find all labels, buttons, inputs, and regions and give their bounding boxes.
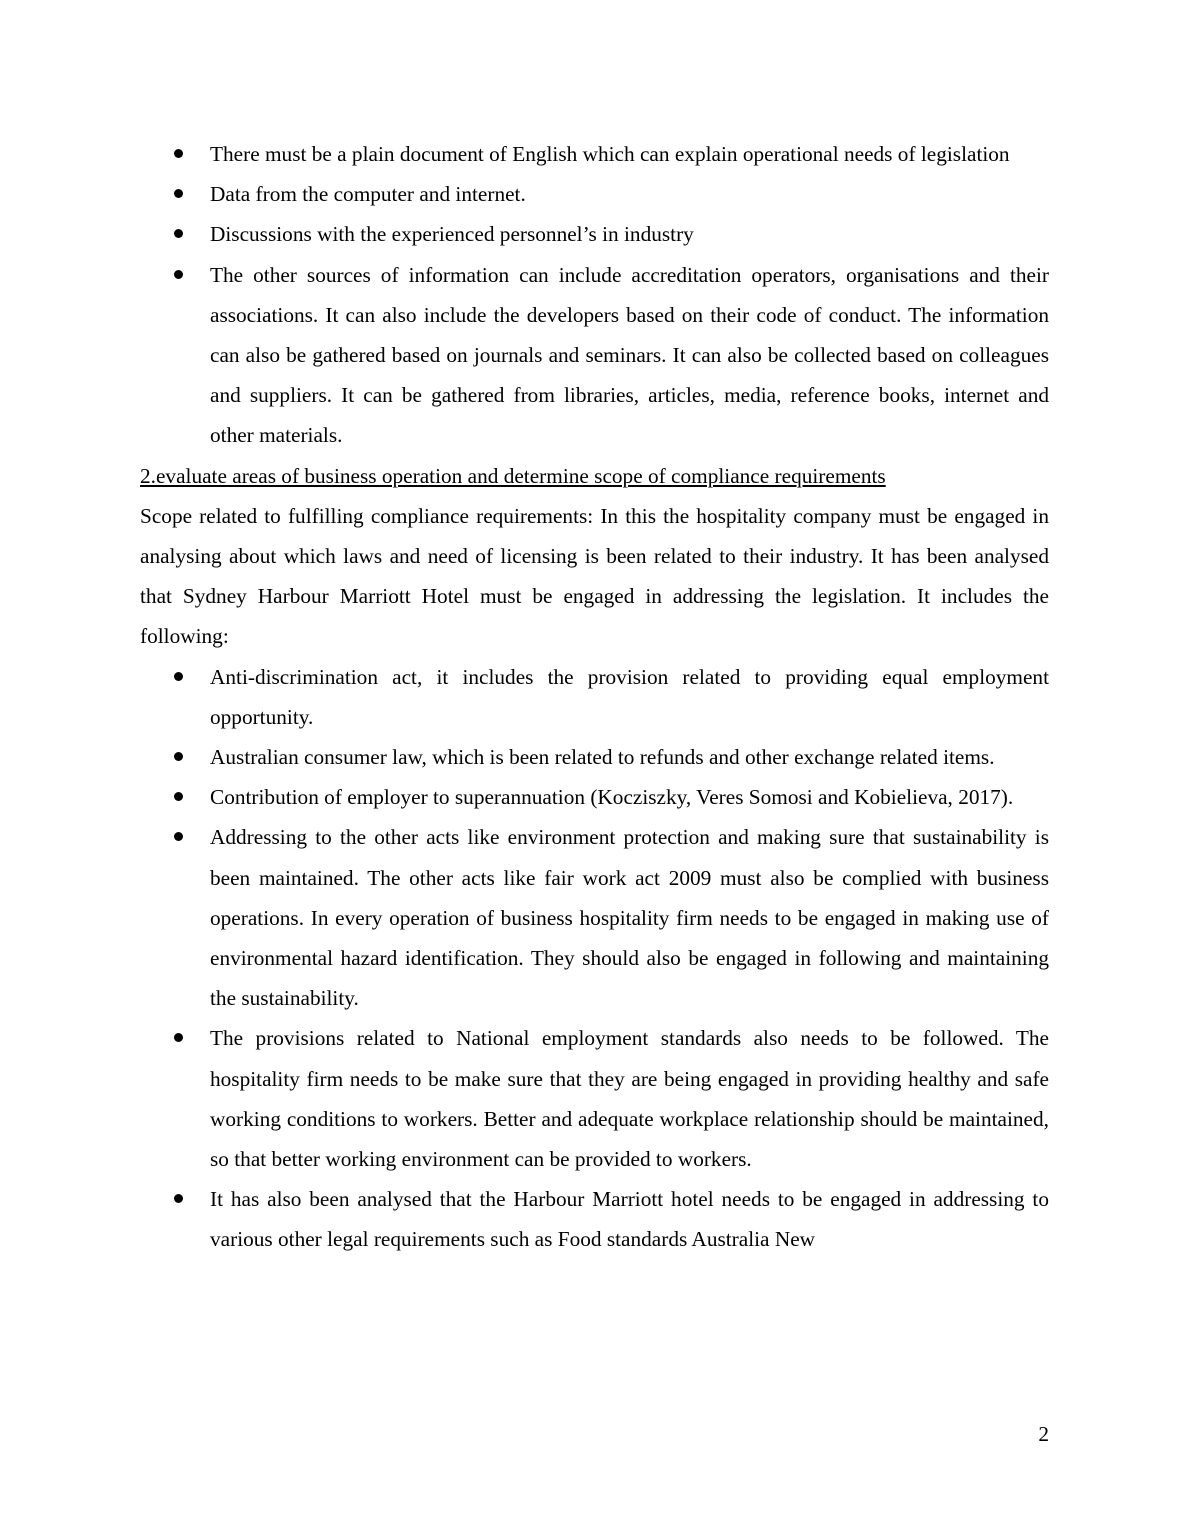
section-paragraph: Scope related to fulfilling compliance requirements: In this the hospitality company must be engaged in analysing about which laws and need of licensing is been related to their industry. It has been analysed that Sydney Harbour Marriott Hotel must be engaged in addressing the legislation. It includes the following: [140, 503, 1049, 649]
list-item [140, 737, 1049, 777]
list-item [140, 214, 1049, 254]
section-heading: 2.evaluate areas of business operation and determine scope of compliance requirements [140, 463, 886, 488]
bullet-icon [174, 672, 183, 681]
list-item-text: The other sources of information can include accreditation operators, organisations and their associations. It can also include the developers based on their code of conduct. The information can also be gathered based on journals and seminars. It can also be collected based on colleagues and suppliers. It can be gathered from libraries, articles, media, reference books, internet and other materials. [210, 262, 1049, 448]
list-item [140, 174, 1049, 214]
bullet-icon [174, 752, 183, 761]
list-item-text: It has also been analysed that the Harbour Marriott hotel needs to be engaged in addressing to various other legal requirements such as Food standards Australia New [210, 1187, 1049, 1252]
list-item [140, 1018, 1049, 1179]
page-number: 2 [1038, 1422, 1049, 1446]
list-item-text: Anti-discrimination act, it includes the provision related to providing equal employment opportunity. [210, 664, 1049, 729]
information-sources-list [140, 134, 1049, 456]
legislation-list [140, 657, 1049, 1260]
list-item-text: Australian consumer law, which is been related to refunds and other exchange related items. [210, 745, 995, 770]
list-item [140, 777, 1049, 817]
bullet-icon [174, 792, 183, 801]
list-item-text: Contribution of employer to superannuation (Kocziszky, Veres Somosi and Kobielieva, 2017). [210, 785, 1014, 810]
bullet-icon [174, 229, 183, 238]
bullet-icon [174, 1194, 183, 1203]
page-body [140, 134, 1049, 1260]
bullet-icon [174, 189, 183, 198]
list-item-text: Addressing to the other acts like environment protection and making sure that sustainability is been maintained. The other acts like fair work act 2009 must also be complied with business operations. In every operation of business hospitality firm needs to be engaged in making use of environmental hazard identification. They should also be engaged in following and maintaining the sustainability. [210, 825, 1049, 1011]
list-item [140, 255, 1049, 456]
bullet-icon [174, 270, 183, 279]
bullet-icon [174, 832, 183, 841]
list-item [140, 1179, 1049, 1259]
bullet-icon [174, 1033, 183, 1042]
list-item-text: Discussions with the experienced personnel’s in industry [210, 222, 694, 247]
bullet-icon [174, 149, 183, 158]
list-item [140, 657, 1049, 737]
list-item-text: There must be a plain document of English which can explain operational needs of legislation [210, 142, 1010, 166]
list-item-text: Data from the computer and internet. [210, 182, 526, 207]
list-item-text: The provisions related to National employment standards also needs to be followed. The hospitality firm needs to be make sure that they are being engaged in providing healthy and safe working conditions to workers. Better and adequate workplace relationship should be maintained, so that better working environment can be provided to workers. [210, 1026, 1049, 1172]
list-item [140, 134, 1049, 174]
list-item [140, 817, 1049, 1018]
